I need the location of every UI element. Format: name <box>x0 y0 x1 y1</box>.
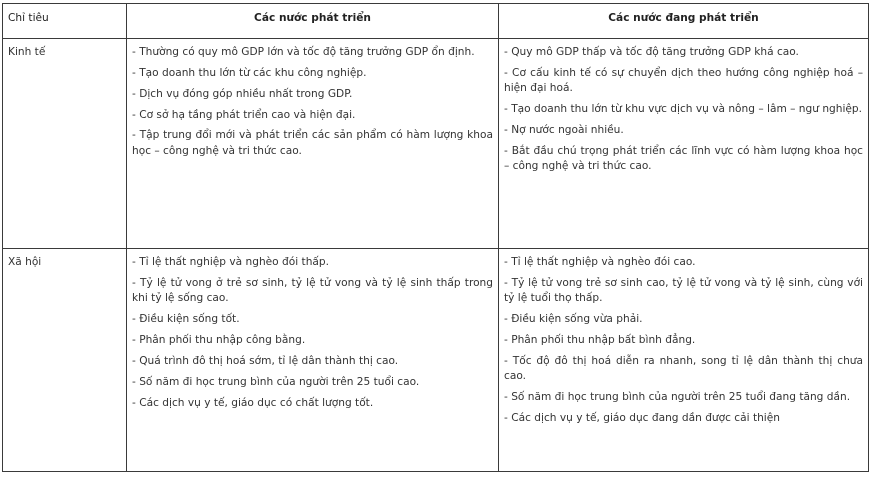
row-label-society: Xã hội <box>3 249 127 472</box>
table-row-economy <box>3 39 869 249</box>
list-item: - Điều kiện sống tốt. <box>132 313 240 326</box>
header-criteria: Chỉ tiêu <box>3 4 127 39</box>
table-row-society <box>3 249 869 472</box>
list-item: - Cơ sở hạ tầng phát triển cao và hiện đại. <box>132 108 356 121</box>
list-item: - Nợ nước ngoài nhiều. <box>504 123 624 136</box>
table-header-row <box>3 4 869 39</box>
list-item: - Bắt đầu chú trọng phát triển các lĩnh vực có hàm lượng khoa học – công nghệ và tri thức cao. <box>504 144 863 173</box>
comparison-table <box>2 3 869 472</box>
list-item: - Điều kiện sống vừa phải. <box>504 313 643 326</box>
list-item: - Phân phối thu nhập công bằng. <box>132 333 306 346</box>
list-item: - Tốc độ đô thị hoá diễn ra nhanh, song tỉ lệ dân thành thị chưa cao. <box>504 354 863 383</box>
list-item: - Tỷ lệ tử vong trẻ sơ sinh cao, tỷ lệ tử vong và tỷ lệ sinh, cùng với tỷ lệ tuổi thọ thấp. <box>504 276 863 305</box>
header-developing: Các nước đang phát triển <box>499 4 869 39</box>
list-item: - Tập trung đổi mới và phát triển các sản phẩm có hàm lượng khoa học – công nghệ và tri thức cao. <box>132 129 493 157</box>
list-item: - Cơ cấu kinh tế có sự chuyển dịch theo hướng công nghiệp hoá – hiện đại hoá. <box>504 66 863 95</box>
list-item: - Quy mô GDP thấp và tốc độ tăng trưởng GDP khá cao. <box>504 46 799 58</box>
cell-society-developing <box>499 249 869 472</box>
list-item: - Thường có quy mô GDP lớn và tốc độ tăng trưởng GDP ổn định. <box>132 46 475 58</box>
cell-economy-developing <box>499 39 869 249</box>
list-item: - Các dịch vụ y tế, giáo dục có chất lượng tốt. <box>132 396 374 409</box>
list-item: - Số năm đi học trung bình của người trên 25 tuổi đang tăng dần. <box>504 391 851 404</box>
list-item: - Số năm đi học trung bình của người trên 25 tuổi cao. <box>132 375 420 388</box>
list-item: - Tạo doanh thu lớn từ khu vực dịch vụ và nông – lâm – ngư nghiệp. <box>504 103 863 116</box>
list-item: - Phân phối thu nhập bất bình đẳng. <box>504 333 696 346</box>
cell-society-developed <box>127 249 499 472</box>
row-label-economy: Kinh tế <box>3 39 127 249</box>
list-item: - Tỉ lệ thất nghiệp và nghèo đói thấp. <box>132 256 330 268</box>
header-developed: Các nước phát triển <box>127 4 499 39</box>
list-item: - Tỉ lệ thất nghiệp và nghèo đói cao. <box>504 256 696 268</box>
list-item: - Quá trình đô thị hoá sớm, tỉ lệ dân thành thị cao. <box>132 354 399 367</box>
cell-economy-developed <box>127 39 499 249</box>
list-item: - Tạo doanh thu lớn từ các khu công nghiệp. <box>132 66 367 79</box>
list-item: - Các dịch vụ y tế, giáo dục đang dần được cải thiện <box>504 411 780 424</box>
list-item: - Tỷ lệ tử vong ở trẻ sơ sinh, tỷ lệ tử vong và tỷ lệ sinh thấp trong khi tỷ lệ sống cao. <box>132 276 493 305</box>
list-item: - Dịch vụ đóng góp nhiều nhất trong GDP. <box>132 87 353 100</box>
